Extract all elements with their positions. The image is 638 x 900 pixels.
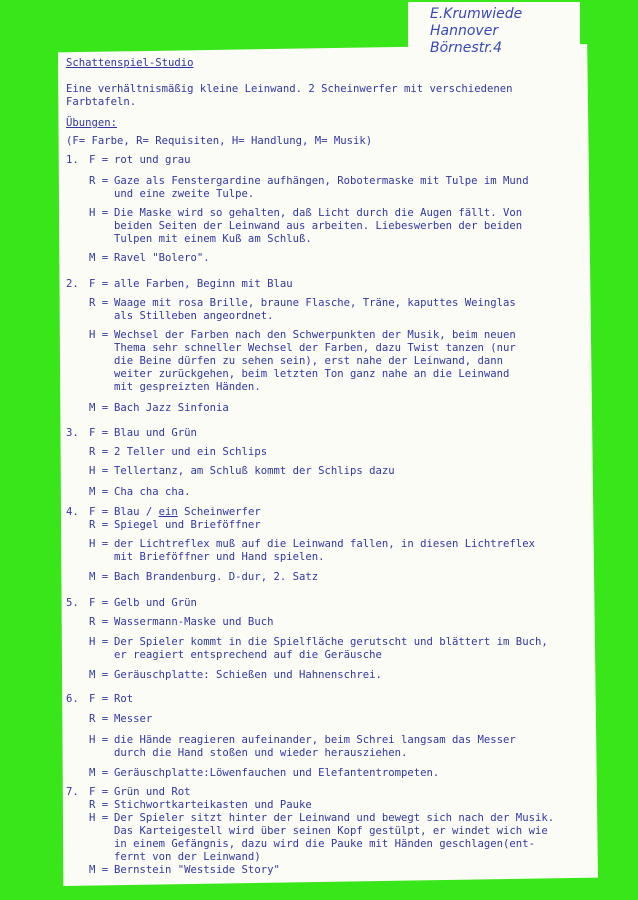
action-line: fernt von der Leinwand) <box>114 851 261 863</box>
intro-line: Eine verhältnismäßig kleine Leinwand. 2 Scheinwerfer mit verschiedenen <box>66 83 513 95</box>
address-street: Börnestr.4 <box>430 40 503 56</box>
address-name: E.Krumwiede <box>430 6 523 22</box>
action-line: Tellertanz, am Schluß kommt der Schlips dazu <box>114 465 395 477</box>
action-line: Tulpen mit einem Kuß am Schluß. <box>114 233 312 245</box>
label-H: H = <box>89 734 109 746</box>
exercise-number: 7. <box>66 786 79 798</box>
action-line: Wechsel der Farben nach den Schwerpunkten der Musik, beim neuen <box>114 329 516 341</box>
label-F: F = <box>89 154 109 166</box>
label-F: F = <box>89 506 109 518</box>
props-line: Spiegel und Brieföffner <box>114 519 261 531</box>
action-line: er reagiert entsprechend auf die Geräusche <box>114 649 382 661</box>
music-line: Geräuschplatte: Schießen und Hahnenschrei. <box>114 669 382 681</box>
label-R: R = <box>89 175 109 187</box>
props-line: Wassermann-Maske und Buch <box>114 616 274 628</box>
label-H: H = <box>89 329 109 341</box>
color-line <box>114 506 261 518</box>
label-R: R = <box>89 799 109 811</box>
props-line: und eine zweite Tulpe. <box>114 188 255 200</box>
action-line: Die Maske wird so gehalten, daß Licht durch die Augen fällt. Von <box>114 207 523 219</box>
action-line: Das Karteigestell wird über seinen Kopf gestülpt, er windet wich wie <box>114 825 548 837</box>
exercise-number: 6. <box>66 693 79 705</box>
props-line: als Stilleben angeordnet. <box>114 310 274 322</box>
props-line: Gaze als Fenstergardine aufhängen, Robotermaske mit Tulpe im Mund <box>114 175 529 187</box>
label-H: H = <box>89 538 109 550</box>
music-line: Cha cha cha. <box>114 486 191 498</box>
label-F: F = <box>89 693 109 705</box>
action-line: Der Spieler kommt in die Spielfläche gerutscht und blättert im Buch, <box>114 636 548 648</box>
label-M: M = <box>89 767 109 779</box>
color-line: Rot <box>114 693 134 705</box>
color-line: alle Farben, Beginn mit Blau <box>114 278 293 290</box>
exercises-heading: Übungen: <box>66 117 118 129</box>
action-line: Der Spieler sitzt hinter der Leinwand und bewegt sich nach der Musik. <box>114 812 555 824</box>
exercise-number: 4. <box>66 506 79 518</box>
props-line: Waage mit rosa Brille, braune Flasche, Träne, kaputtes Weinglas <box>114 297 516 309</box>
exercise-number: 5. <box>66 597 79 609</box>
action-line: der Lichtreflex muß auf die Leinwand fallen, in diesen Lichtreflex <box>114 538 535 550</box>
music-line: Bach Jazz Sinfonia <box>114 402 229 414</box>
label-M: M = <box>89 669 109 681</box>
props-line: Stichwortkarteikasten und Pauke <box>114 799 312 811</box>
intro-line: Farbtafeln. <box>66 96 137 108</box>
label-R: R = <box>89 297 109 309</box>
label-R: R = <box>89 713 109 725</box>
action-line: die Hände reagieren aufeinander, beim Schrei langsam das Messer <box>114 734 516 746</box>
action-line: durch die Hand stoßen und wieder herausziehen. <box>114 747 408 759</box>
document-title: Schattenspiel-Studio <box>66 57 194 69</box>
music-line: Geräuschplatte:Löwenfauchen und Elefantentrompeten. <box>114 767 440 779</box>
label-H: H = <box>89 207 109 219</box>
props-line: Messer <box>114 713 153 725</box>
exercise-number: 2. <box>66 278 79 290</box>
label-H: H = <box>89 636 109 648</box>
label-R: R = <box>89 519 109 531</box>
label-M: M = <box>89 571 109 583</box>
music-line: Ravel "Bolero". <box>114 252 210 264</box>
address-city: Hannover <box>430 23 499 39</box>
color-part: Blau / <box>114 506 159 518</box>
label-F: F = <box>89 427 109 439</box>
label-F: F = <box>89 597 109 609</box>
color-line: rot und grau <box>114 154 191 166</box>
action-line: mit gespreizten Händen. <box>114 381 261 393</box>
label-F: F = <box>89 278 109 290</box>
label-F: F = <box>89 786 109 798</box>
props-line: 2 Teller und ein Schlips <box>114 446 268 458</box>
label-M: M = <box>89 864 109 876</box>
label-H: H = <box>89 812 109 824</box>
action-line: die Beine dürfen zu sehen sein), erst nahe der Leinwand, dann <box>114 355 504 367</box>
label-R: R = <box>89 616 109 628</box>
label-M: M = <box>89 486 109 498</box>
color-part-underlined: ein <box>158 506 178 518</box>
action-line: Thema sehr schneller Wechsel der Farben, dazu Twist tanzen (nur <box>114 342 516 354</box>
label-R: R = <box>89 446 109 458</box>
exercise-number: 3. <box>66 427 79 439</box>
legend-line: (F= Farbe, R= Requisiten, H= Handlung, M= Musik) <box>66 135 373 147</box>
action-line: beiden Seiten der Leinwand aus arbeiten. Liebeswerben der beiden <box>114 220 523 232</box>
label-M: M = <box>89 402 109 414</box>
label-M: M = <box>89 252 109 264</box>
music-line: Bernstein "Westside Story" <box>114 864 280 876</box>
music-line: Bach Brandenburg. D-dur, 2. Satz <box>114 571 319 583</box>
action-line: weiter zurückgehen, beim letzten Ton ganz nahe an die Leinwand <box>114 368 510 380</box>
color-line: Blau und Grün <box>114 427 197 439</box>
action-line: mit Brieföffner und Hand spielen. <box>114 551 325 563</box>
action-line: in einem Gefängnis, dazu wird die Pauke mit Händen geschlagen(ent- <box>114 838 535 850</box>
color-part: Scheinwerfer <box>177 506 261 518</box>
exercise-number: 1. <box>66 154 79 166</box>
color-line: Grün und Rot <box>114 786 191 798</box>
label-H: H = <box>89 465 109 477</box>
handwritten-address <box>408 2 580 60</box>
color-line: Gelb und Grün <box>114 597 197 609</box>
